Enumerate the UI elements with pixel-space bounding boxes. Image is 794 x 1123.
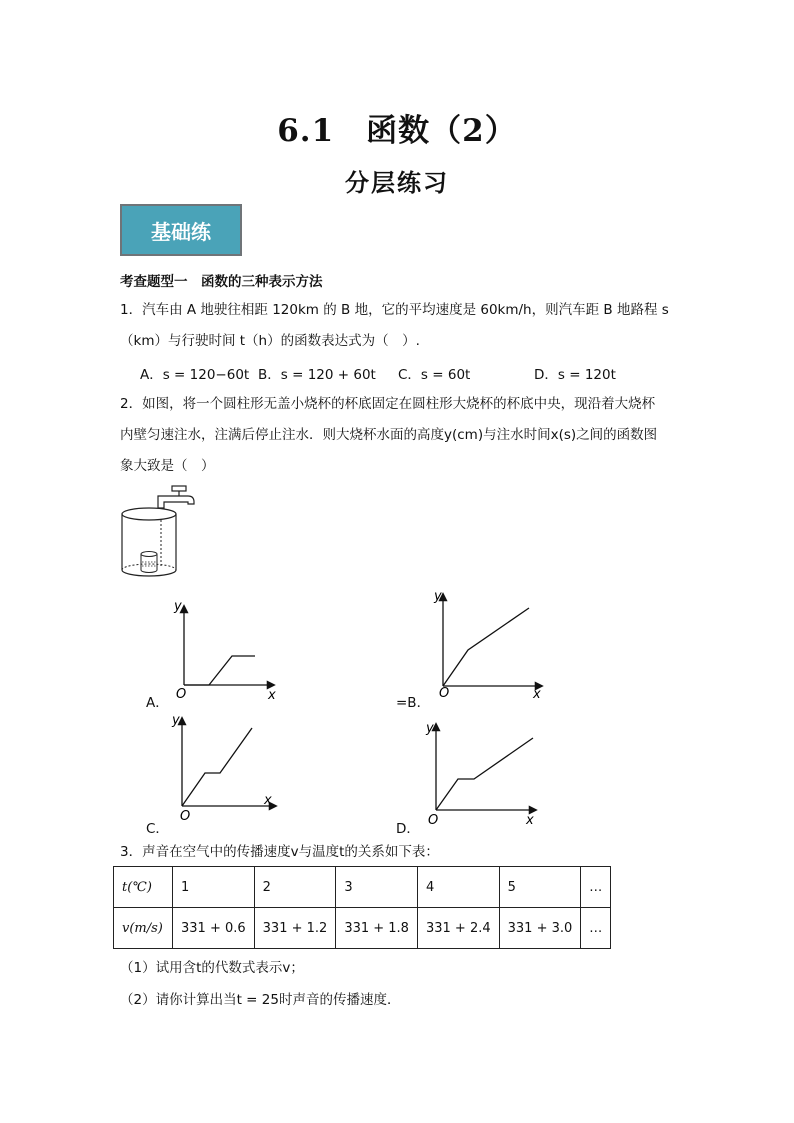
q2-option-d: D． <box>396 821 420 837</box>
graph-b-x-label: x <box>533 687 541 702</box>
q2-option-c: C． <box>146 821 169 837</box>
q2-option-a: A． <box>146 695 169 711</box>
graph-d-origin: O <box>428 813 439 828</box>
page-subtitle: 分层练习 <box>345 168 449 197</box>
q3-sub1: （1）试用含t的代数式表示v； <box>120 960 304 976</box>
table-cell: 3 <box>336 867 418 908</box>
graph-c-y-label: y <box>172 713 180 728</box>
graph-d <box>418 718 542 830</box>
table-row-head: t(℃) <box>114 867 173 908</box>
table-cell: 331 + 1.8 <box>336 908 418 949</box>
q1-option-b: B．s = 120 + 60t <box>258 367 376 383</box>
graph-b-curve <box>443 608 529 686</box>
speed-temperature-table <box>113 866 611 949</box>
table-cell: 4 <box>417 867 499 908</box>
q1-option-c: C．s = 60t <box>398 367 471 383</box>
graph-c-origin: O <box>180 809 191 824</box>
graph-a-origin: O <box>176 687 187 702</box>
table-row <box>114 867 611 908</box>
q2-line2: 内壁匀速注水，注满后停止注水．则大烧杯水面的高度y(cm)与注水时间x(s)之间的函数图 <box>120 427 658 443</box>
graph-c-curve <box>182 728 252 806</box>
graph-d-y-label: y <box>426 721 434 736</box>
graph-b <box>424 590 548 700</box>
level-badge: 基础练 <box>120 204 242 256</box>
table-cell: 331 + 1.2 <box>254 908 336 949</box>
graph-a-x-label: x <box>268 688 276 703</box>
q1-option-d: D．s = 120t <box>534 367 616 383</box>
graph-a-y-label: y <box>174 599 182 614</box>
q2-line1: 2．如图，将一个圆柱形无盖小烧杯的杯底固定在圆柱形大烧杯的杯底中央，现沿着大烧杯 <box>120 396 656 412</box>
table-cell: 331 + 3.0 <box>499 908 581 949</box>
table-row <box>114 908 611 949</box>
graph-a <box>160 596 280 701</box>
table-cell: 331 + 0.6 <box>173 908 255 949</box>
table-cell: 2 <box>254 867 336 908</box>
section-title: 考查题型一 函数的三种表示方法 <box>120 274 323 290</box>
graph-c-x-label: x <box>264 793 272 808</box>
q1-line1: 1．汽车由 A 地驶往相距 120km 的 B 地，它的平均速度是 60km/h，则汽车距 B 地路程 s <box>120 302 669 318</box>
q3-line1: 3．声音在空气中的传播速度v与温度t的关系如下表： <box>120 844 439 860</box>
graph-b-y-label: y <box>434 589 442 604</box>
q1-line2: （km）与行驶时间 t（h）的函数表达式为（ ）. <box>120 333 420 349</box>
graph-d-x-label: x <box>526 813 534 828</box>
table-cell: … <box>581 908 611 949</box>
table-cell: … <box>581 867 611 908</box>
graph-d-curve <box>436 738 533 810</box>
table-cell: 331 + 2.4 <box>417 908 499 949</box>
graph-b-origin: O <box>439 686 450 701</box>
graph-c <box>160 712 280 824</box>
beaker-illustration <box>118 482 218 582</box>
graph-a-curve <box>184 656 255 685</box>
q2-line3: 象大致是（ ） <box>120 458 215 474</box>
table-row-head: v(m/s) <box>114 908 173 949</box>
page-title: 6.1 函数（2） <box>277 113 517 149</box>
q2-option-b: =B． <box>396 695 431 711</box>
q3-sub2: （2）请你计算出当t = 25时声音的传播速度． <box>120 992 401 1008</box>
table-cell: 1 <box>173 867 255 908</box>
q1-option-a: A．s = 120−60t <box>140 367 250 383</box>
table-cell: 5 <box>499 867 581 908</box>
